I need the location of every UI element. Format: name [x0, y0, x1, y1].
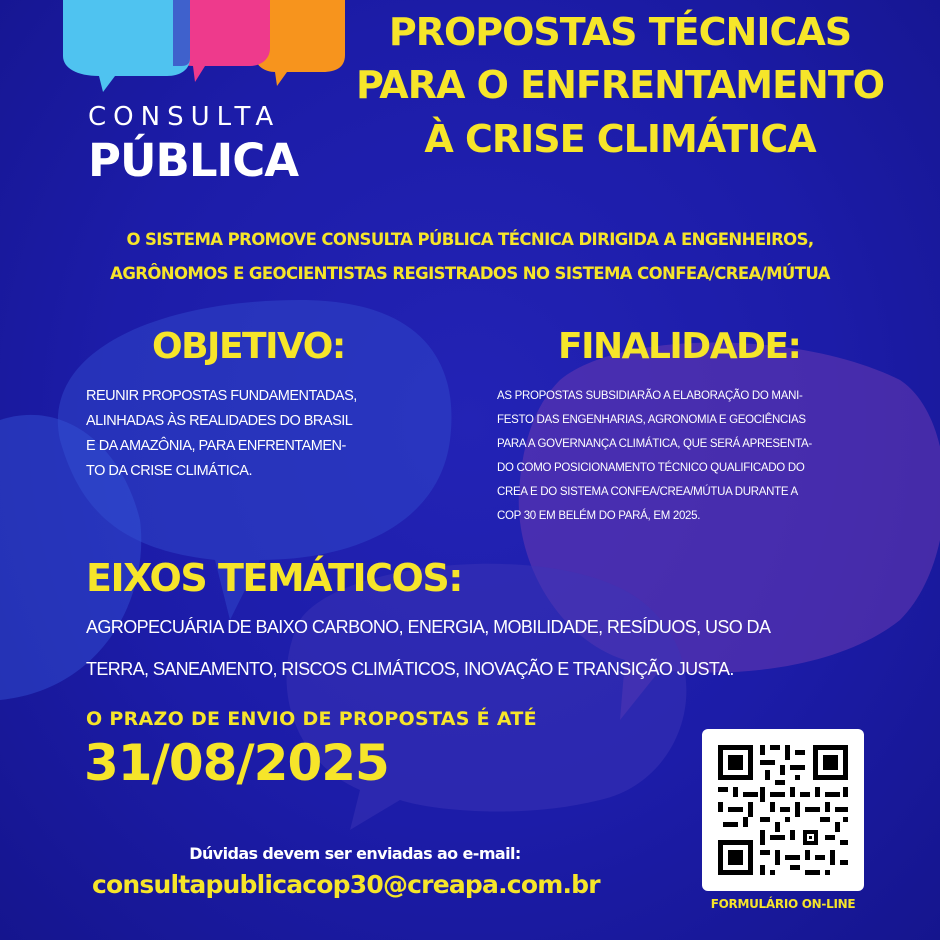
- speech-bubble-cyan-icon: [63, 0, 190, 92]
- objetivo-heading: OBJETIVO:: [152, 326, 345, 367]
- contact-label: Dúvidas devem ser enviadas ao e-mail:: [189, 844, 521, 863]
- finalidade-line-2: FESTO DAS ENGENHARIAS, AGRONOMIA E GEOCIÊNCIAS: [497, 414, 806, 426]
- objetivo-line-4: TO DA CRISE CLIMÁTICA.: [86, 463, 252, 479]
- finalidade-line-1: AS PROPOSTAS SUBSIDIARÃO A ELABORAÇÃO DO MANI-: [497, 390, 803, 402]
- logo-line-consulta: CONSULTA: [88, 102, 281, 132]
- qr-code-icon[interactable]: [702, 729, 864, 891]
- finalidade-line-3: PARA A GOVERNANÇA CLIMÁTICA, QUE SERÁ APRESENTA-: [497, 438, 812, 450]
- objetivo-line-1: REUNIR PROPOSTAS FUNDAMENTADAS,: [86, 388, 357, 404]
- intro-line-1: O SISTEMA PROMOVE CONSULTA PÚBLICA TÉCNICA DIRIGIDA A ENGENHEIROS,: [126, 230, 814, 249]
- qr-code-frame[interactable]: [702, 729, 864, 891]
- speech-bubble-overlap: [173, 0, 190, 66]
- qr-code-label: FORMULÁRIO ON-LINE: [710, 897, 856, 911]
- title-line-3: À CRISE CLIMÁTICA: [424, 117, 816, 161]
- finalidade-line-6: COP 30 EM BELÉM DO PARÁ, EM 2025.: [497, 510, 701, 522]
- deadline-label: O PRAZO DE ENVIO DE PROPOSTAS É ATÉ: [86, 708, 537, 730]
- eixos-line-2: TERRA, SANEAMENTO, RISCOS CLIMÁTICOS, INOVAÇÃO E TRANSIÇÃO JUSTA.: [86, 659, 734, 679]
- logo-bubbles: [55, 0, 355, 100]
- intro-line-2: AGRÔNOMOS E GEOCIENTISTAS REGISTRADOS NO SISTEMA CONFEA/CREA/MÚTUA: [110, 264, 830, 283]
- finalidade-line-5: CREA E DO SISTEMA CONFEA/CREA/MÚTUA DURANTE A: [497, 486, 798, 498]
- title-line-2: PARA O ENFRENTAMENTO: [355, 63, 885, 107]
- title-line-1: PROPOSTAS TÉCNICAS: [388, 10, 852, 54]
- eixos-heading: EIXOS TEMÁTICOS:: [86, 556, 462, 600]
- finalidade-line-4: DO COMO POSICIONAMENTO TÉCNICO QUALIFICADO DO: [497, 462, 805, 474]
- finalidade-heading: FINALIDADE:: [558, 326, 801, 367]
- contact-email[interactable]: consultapublicacop30@creapa.com.br: [92, 870, 600, 899]
- logo-line-publica: PÚBLICA: [88, 134, 299, 187]
- objetivo-line-3: E DA AMAZÔNIA, PARA ENFRENTAMEN-: [86, 438, 346, 454]
- objetivo-line-2: ALINHADAS ÀS REALIDADES DO BRASIL: [86, 413, 353, 429]
- eixos-line-1: AGROPECUÁRIA DE BAIXO CARBONO, ENERGIA, MOBILIDADE, RESÍDUOS, USO DA: [86, 617, 771, 637]
- deadline-date: 31/08/2025: [84, 734, 389, 792]
